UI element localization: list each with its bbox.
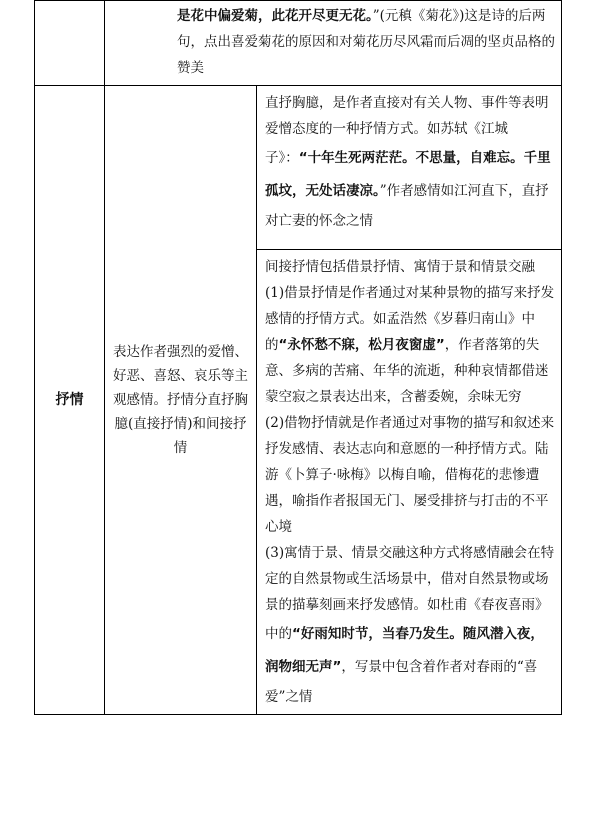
indirect-item-1-text-2: ，作者落第的失意、多病的苦痛、年华的流逝，种种哀情都借迷蒙空寂之景表达出来，含蓄委婉，余味无穷 — [265, 337, 549, 405]
indirect-item-3-text-1: (3)寓情于景、情景交融这种方式将感情融会在特定的自然景物或生活场景中，借对自然景物或场景的描摹刻画来抒发感情。如杜甫《春夜喜雨》中的 — [265, 545, 555, 642]
indirect-item-2: (2)借物抒情就是作者通过对事物的描写和叙述来抒发感情、表达志向和意愿的一种抒情方式。陆游《卜算子·咏梅》以梅自喻，借梅花的悲惨遭遇，喻指作者报国无门、屡受排挤与打击的不平心境 — [265, 415, 555, 535]
direct-lyric-cell — [257, 86, 562, 250]
direct-lyric-quote: “十年生死两茫茫。不思量，自难忘。千里孤坟，无处话凄凉。 — [265, 150, 551, 199]
indirect-intro: 间接抒情包括借景抒情、寓情于景和情景交融 — [265, 259, 535, 275]
direct-lyric-paragraph — [265, 90, 555, 234]
lyric-description-cell — [105, 86, 257, 715]
direct-lyric-text-2: ”作者感情如江河直下，直抒对亡妻的怀念之情 — [265, 183, 549, 229]
direct-lyric-text-1: 直抒胸臆，是作者直接对有关人物、事件等表明爱憎态度的一种抒情方式。如苏轼《江城子》： — [265, 95, 549, 166]
indirect-item-3 — [265, 540, 555, 710]
indirect-lyric-cell — [257, 250, 562, 715]
indirect-item-1-text-1: (1)借景抒情是作者通过对某种景物的描写来抒发感情的抒情方式。如孟浩然《岁暮归南山》中的 — [265, 285, 555, 353]
poem-quote-bold: 是花中偏爱菊，此花开尽更无花。 — [177, 8, 373, 24]
previous-example-cell — [105, 1, 562, 86]
indirect-item-3-text-2: ，写景中包含着作者对春雨的“喜爱”之情 — [265, 659, 538, 705]
table-row — [35, 86, 562, 250]
indirect-item-1-quote: “永怀愁不寐，松月夜窗虚” — [278, 337, 445, 353]
empty-cell — [35, 1, 105, 86]
table-row — [35, 1, 562, 86]
lyric-label: 抒情 — [55, 392, 84, 408]
lyric-description: 表达作者强烈的爱憎、好恶、喜怒、哀乐等主观感情。抒情分直抒胸臆(直接抒情)和间接抒情 — [113, 344, 248, 456]
indirect-item-1 — [265, 280, 555, 410]
poem-quote-text: ”(元稹《菊花》)这是诗的后两句，点出喜爱菊花的原因和对菊花历尽风霜而后凋的坚贞品格的赞美 — [177, 8, 555, 76]
lyric-label-cell — [35, 86, 105, 715]
indirect-item-3-quote: “好雨知时节，当春乃发生。随风潜入夜，润物细无声” — [265, 626, 544, 675]
lyric-techniques-table — [34, 0, 562, 715]
